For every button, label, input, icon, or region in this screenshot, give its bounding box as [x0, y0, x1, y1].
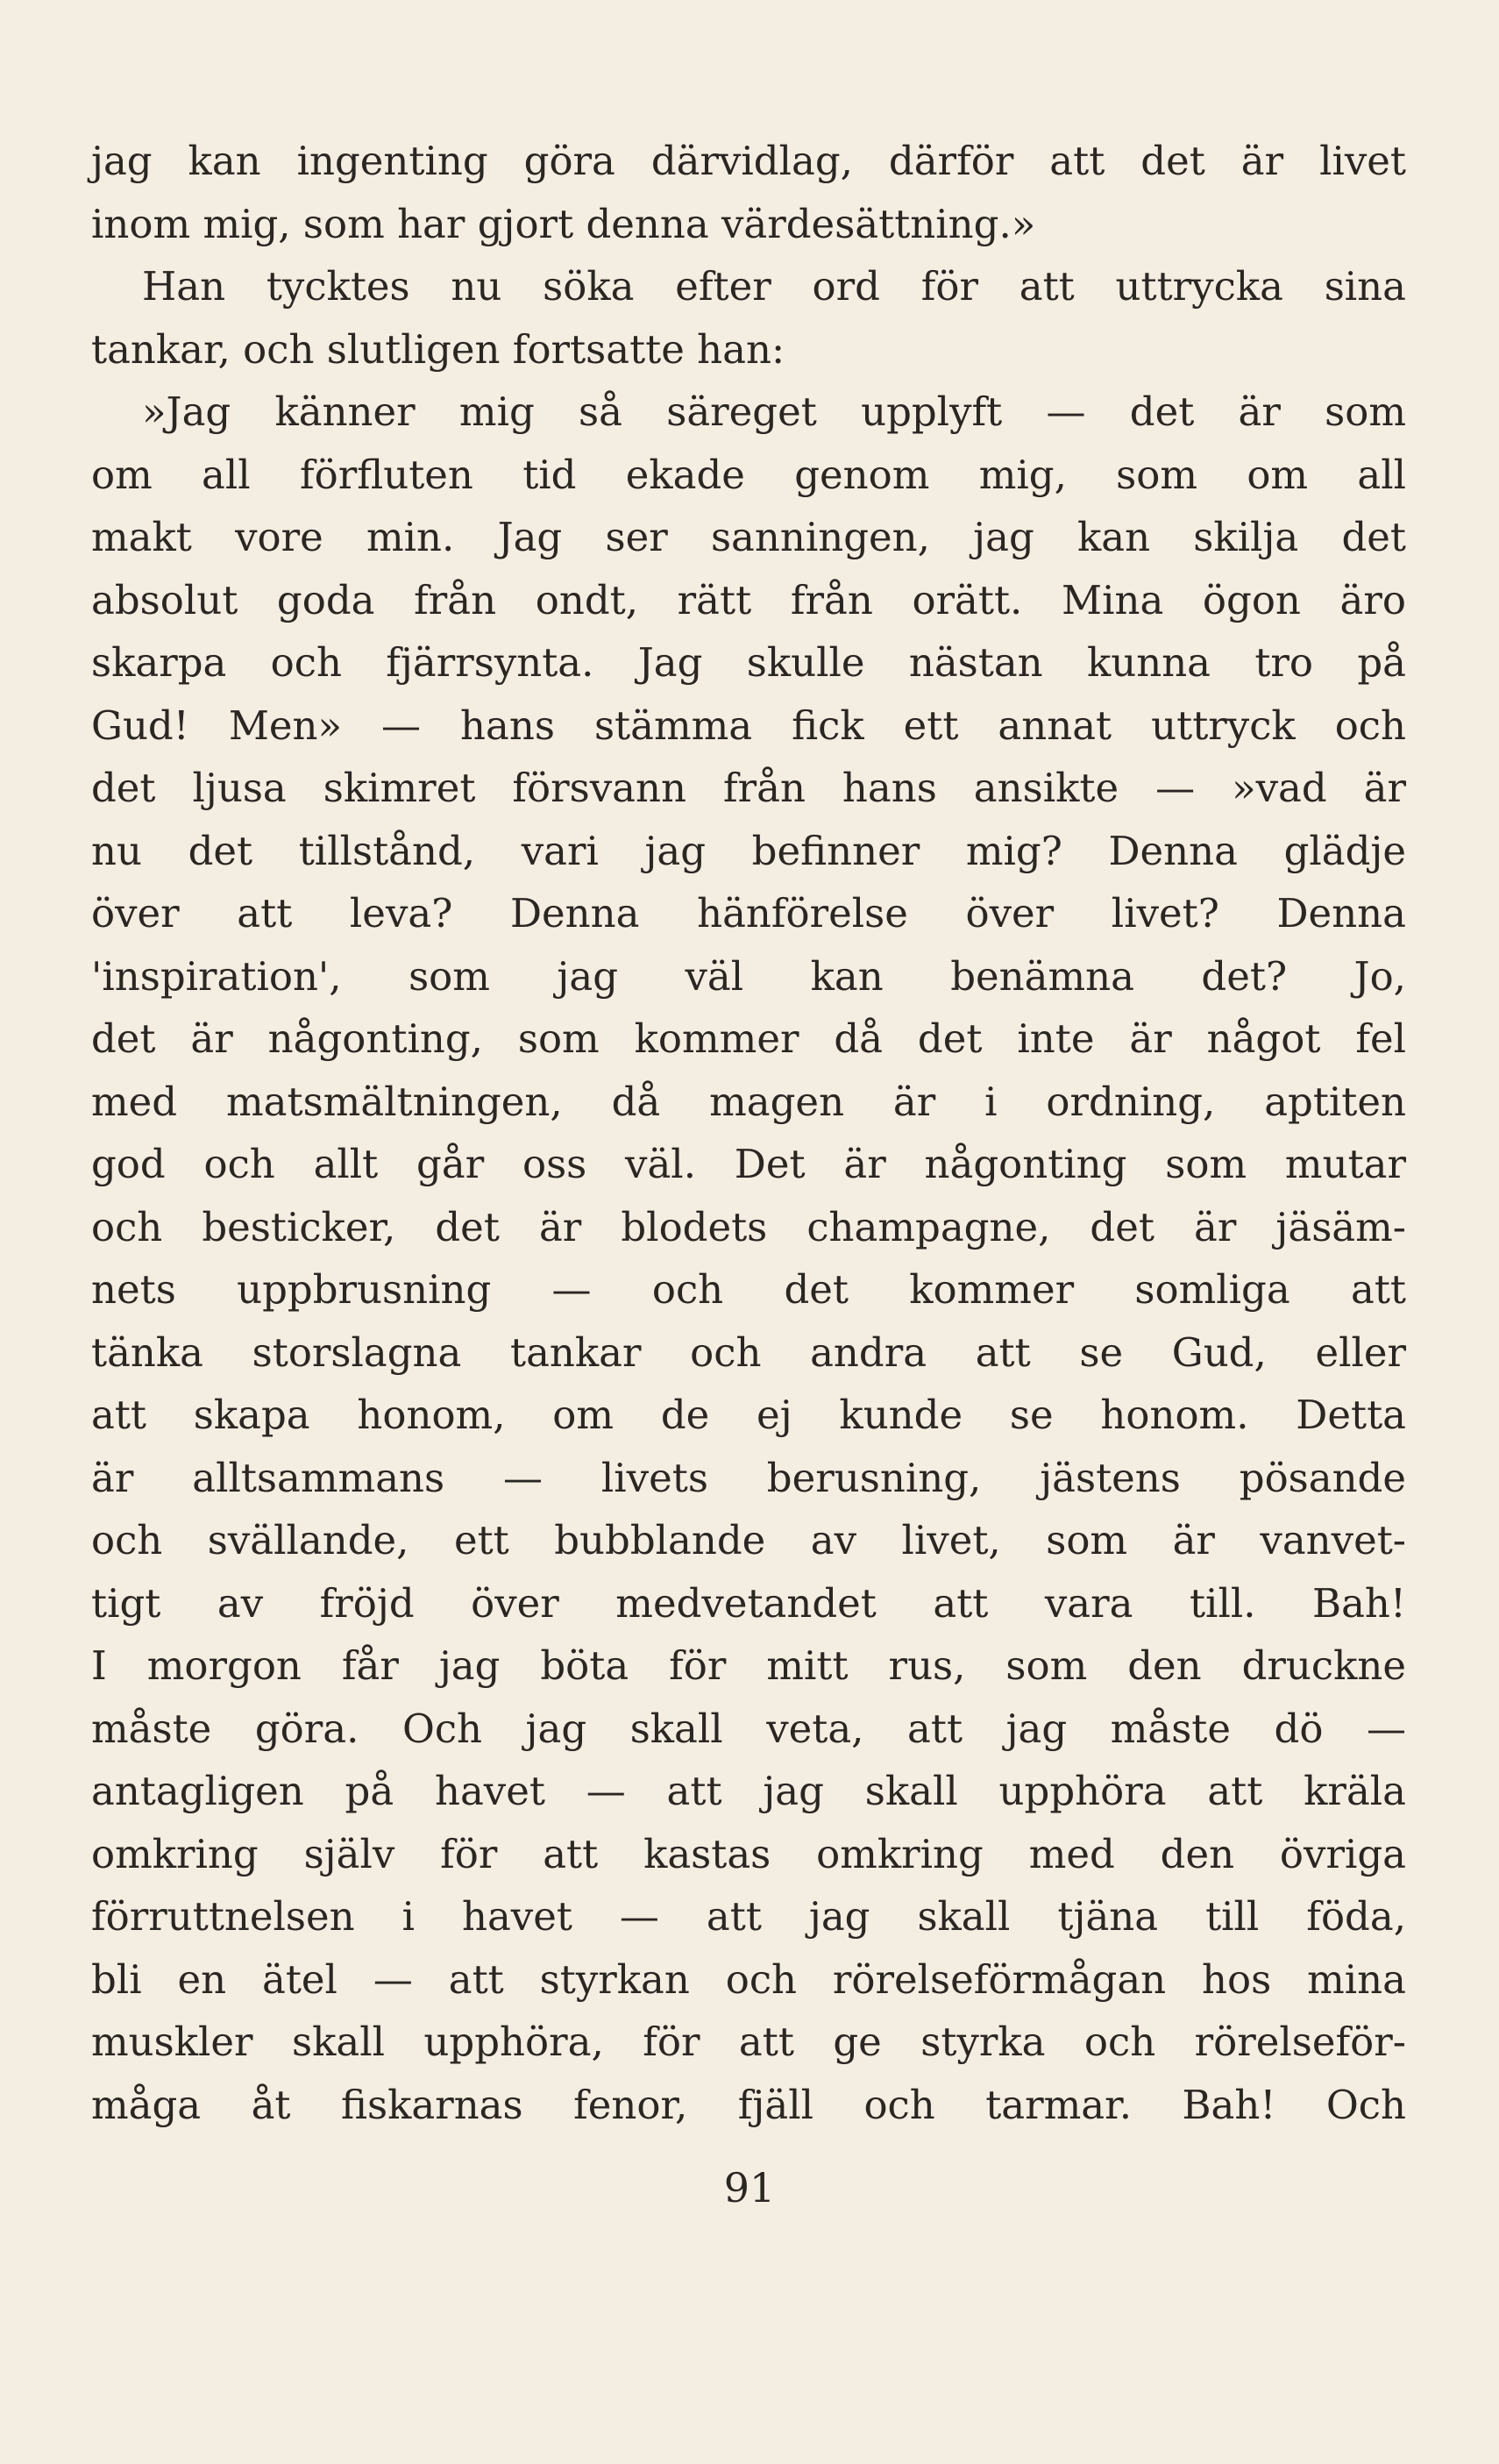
text-line: tänka storslagna tankar och andra att se Gud, eller	[91, 1328, 1406, 1376]
text-line: det ljusa skimret försvann från hans ansikte — »vad är	[91, 765, 1406, 811]
text-line: bli en ätel — att styrkan och rörelseförmågan hos mina	[91, 1955, 1406, 2003]
text-line: måga åt fiskarnas fenor, fjäll och tarmar. Bah! Och	[91, 2081, 1406, 2128]
text-line: och besticker, det är blodets champagne, det är jäsäm-	[91, 1203, 1406, 1250]
text-line: tigt av fröjd över medvetandet att vara till. Bah!	[91, 1579, 1406, 1627]
text-line: förruttnelsen i havet — att jag skall tjäna till föda,	[91, 1893, 1406, 1940]
text-line: 'inspiration', som jag väl kan benämna det? Jo,	[91, 952, 1406, 1000]
text-line: nu det tillstånd, vari jag befinner mig? Denna glädje	[91, 827, 1406, 874]
text-line: »Jag känner mig så säreget upplyft — det är som	[142, 388, 1406, 435]
text-line: makt vore min. Jag ser sanningen, jag kan skilja det	[91, 514, 1406, 560]
text-line: över att leva? Denna hänförelse över livet? Denna	[91, 890, 1406, 936]
text-line: tankar, och slutligen fortsatte han:	[91, 325, 785, 373]
text-line: att skapa honom, om de ej kunde se honom. Detta	[91, 1392, 1406, 1438]
text-line: skarpa och fjärrsynta. Jag skulle nästan kunna tro på	[91, 639, 1406, 686]
page-number: 91	[723, 2164, 776, 2211]
text-line: Gud! Men» — hans stämma fick ett annat uttryck och	[91, 701, 1406, 749]
text-line: Han tycktes nu söka efter ord för att uttrycka sina	[142, 263, 1406, 310]
text-line: med matsmältningen, då magen är i ordning, aptiten	[91, 1078, 1406, 1125]
text-line: absolut goda från ondt, rätt från orätt. Mina ögon äro	[91, 576, 1406, 623]
text-line: muskler skall upphöra, för att ge styrka och rörelseför-	[91, 2019, 1406, 2065]
text-line: inom mig, som har gjort denna värdesättning.»	[91, 200, 1036, 247]
text-line: nets uppbrusning — och det kommer somliga att	[91, 1266, 1406, 1313]
text-line: jag kan ingenting göra därvidlag, därför att det är livet	[91, 138, 1406, 184]
text-line: det är någonting, som kommer då det inte är något fel	[91, 1015, 1406, 1062]
text-line: är alltsammans — livets berusning, jästens pösande	[91, 1454, 1406, 1501]
body-text	[91, 130, 1406, 2136]
text-line: om all förfluten tid ekade genom mig, som om all	[91, 451, 1406, 498]
text-line: måste göra. Och jag skall veta, att jag måste dö —	[91, 1705, 1406, 1752]
text-line: I morgon får jag böta för mitt rus, som den druckne	[91, 1642, 1406, 1689]
text-line: och svällande, ett bubblande av livet, som är vanvet-	[91, 1517, 1406, 1563]
text-line: antagligen på havet — att jag skall upphöra att kräla	[91, 1768, 1406, 1814]
text-line: god och allt går oss väl. Det är någonting som mutar	[91, 1141, 1406, 1187]
text-line: omkring själv för att kastas omkring med den övriga	[91, 1830, 1406, 1877]
